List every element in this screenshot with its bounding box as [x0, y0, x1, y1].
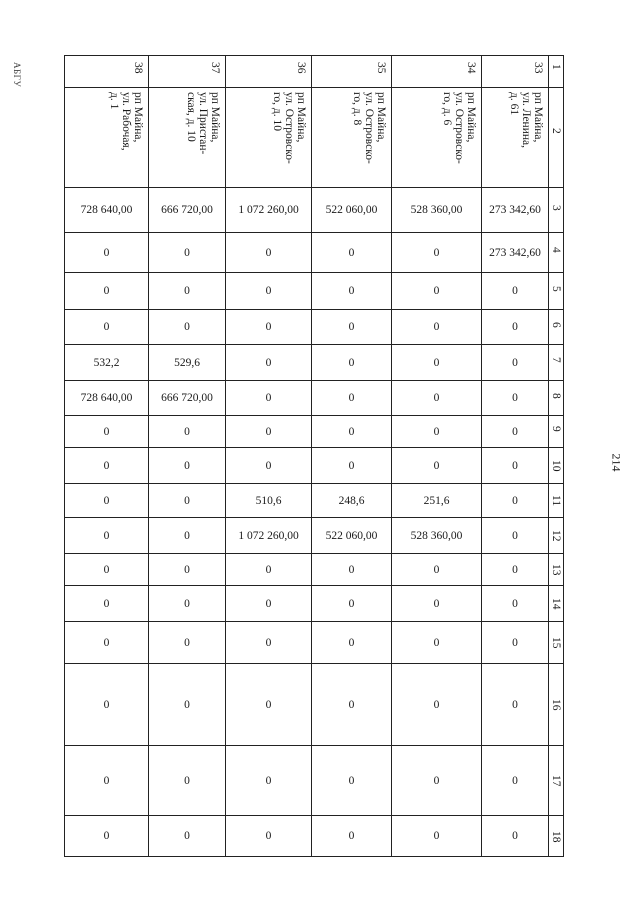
- value-cell: 0: [149, 484, 226, 518]
- value-cell: 0: [226, 554, 312, 586]
- address-line: го, д. 8: [351, 92, 363, 126]
- value-cell: 0: [392, 554, 482, 586]
- row-number-cell: [549, 746, 564, 816]
- value-cell: 0: [312, 310, 392, 345]
- value-cell: 0: [226, 416, 312, 448]
- value-cell: 273 342,60: [482, 188, 549, 233]
- table-row: [65, 816, 564, 857]
- address-line: рп Майна,: [295, 92, 307, 143]
- value-cell: 0: [65, 448, 149, 484]
- table-row: [65, 88, 564, 188]
- value-cell: 0: [65, 273, 149, 310]
- value-cell: 0: [149, 518, 226, 554]
- value-cell: 0: [312, 448, 392, 484]
- value-cell: 0: [392, 448, 482, 484]
- row-number-cell: [549, 381, 564, 416]
- value-cell: 0: [392, 345, 482, 381]
- value-cell: 0: [312, 586, 392, 622]
- table-row: [65, 381, 564, 416]
- table-row: [65, 416, 564, 448]
- value-cell: 0: [312, 554, 392, 586]
- row-number-cell: [549, 484, 564, 518]
- table-row: [65, 746, 564, 816]
- address-cell: [226, 88, 312, 188]
- value-cell: 0: [482, 554, 549, 586]
- row-number: 6: [550, 322, 562, 328]
- value-cell: 0: [226, 233, 312, 273]
- address-line: ул. Островско-: [283, 92, 295, 164]
- row-number: 5: [550, 286, 562, 292]
- address-cell: [312, 88, 392, 188]
- column-number-cell: [65, 56, 149, 88]
- value-cell: 0: [392, 664, 482, 746]
- address-line: ул. Пристан-: [197, 92, 209, 155]
- value-cell: 0: [312, 345, 392, 381]
- address-line: д. 61: [508, 92, 520, 116]
- value-cell: 248,6: [312, 484, 392, 518]
- row-number-cell: [549, 664, 564, 746]
- value-cell: 0: [149, 554, 226, 586]
- row-number-cell: [549, 586, 564, 622]
- table-row: [65, 448, 564, 484]
- value-cell: 666 720,00: [149, 381, 226, 416]
- value-cell: 0: [312, 622, 392, 664]
- column-number-cell: [392, 56, 482, 88]
- row-number: 9: [550, 426, 562, 432]
- column-number-cell: [226, 56, 312, 88]
- value-cell: 0: [149, 233, 226, 273]
- row-number-cell: [549, 448, 564, 484]
- address-line: ул. Островско-: [453, 92, 465, 164]
- value-cell: 273 342,60: [482, 233, 549, 273]
- row-number-cell: [549, 273, 564, 310]
- row-number-cell: [549, 345, 564, 381]
- value-cell: 0: [482, 416, 549, 448]
- address-line: ул. Ленина,: [520, 92, 532, 149]
- value-cell: 0: [312, 416, 392, 448]
- column-number: 36: [295, 62, 307, 74]
- value-cell: 0: [65, 484, 149, 518]
- row-number-cell: [549, 188, 564, 233]
- value-cell: 0: [482, 664, 549, 746]
- value-cell: 0: [65, 746, 149, 816]
- value-cell: 0: [65, 622, 149, 664]
- value-cell: 0: [312, 664, 392, 746]
- table-row: [65, 664, 564, 746]
- value-cell: 0: [312, 233, 392, 273]
- value-cell: 1 072 260,00: [226, 518, 312, 554]
- value-cell: 0: [65, 518, 149, 554]
- value-cell: 0: [482, 622, 549, 664]
- value-cell: 666 720,00: [149, 188, 226, 233]
- value-cell: 728 640,00: [65, 188, 149, 233]
- value-cell: 0: [392, 381, 482, 416]
- value-cell: 0: [226, 448, 312, 484]
- table-row: [65, 345, 564, 381]
- address-line: ул. Рабочая,: [120, 92, 132, 151]
- value-cell: 0: [312, 381, 392, 416]
- address-line: рп Майна,: [465, 92, 477, 143]
- table-row: [65, 586, 564, 622]
- row-number-cell: [549, 310, 564, 345]
- page-number: 214: [609, 453, 624, 472]
- value-cell: 522 060,00: [312, 518, 392, 554]
- row-number-cell: [549, 233, 564, 273]
- value-cell: 0: [149, 622, 226, 664]
- row-number: 13: [550, 564, 562, 576]
- value-cell: 0: [392, 586, 482, 622]
- value-cell: 0: [226, 586, 312, 622]
- address-line: ул. Островско-: [363, 92, 375, 164]
- value-cell: 0: [392, 310, 482, 345]
- value-cell: 0: [149, 416, 226, 448]
- value-cell: 532,2: [65, 345, 149, 381]
- value-cell: 0: [226, 273, 312, 310]
- row-number-cell: [549, 816, 564, 857]
- value-cell: 0: [482, 448, 549, 484]
- value-cell: 528 360,00: [392, 518, 482, 554]
- value-cell: 522 060,00: [312, 188, 392, 233]
- address-line: рп Майна,: [132, 92, 144, 143]
- value-cell: 0: [226, 746, 312, 816]
- address-line: рп Майна,: [532, 92, 544, 143]
- value-cell: 0: [149, 746, 226, 816]
- address-line: го, д. 6: [441, 92, 453, 126]
- address-cell: [482, 88, 549, 188]
- value-cell: 0: [482, 484, 549, 518]
- table-row: [65, 484, 564, 518]
- row-number: 11: [550, 495, 562, 507]
- address-line: рп Майна,: [209, 92, 221, 143]
- row-number: 10: [550, 460, 562, 472]
- column-number: 37: [209, 62, 221, 74]
- row-number-cell: [549, 622, 564, 664]
- value-cell: 0: [149, 664, 226, 746]
- row-number-cell: [549, 518, 564, 554]
- column-number-cell: [482, 56, 549, 88]
- row-number: 1: [550, 64, 562, 70]
- address-line: ская, д. 10: [185, 92, 197, 142]
- row-number: 12: [550, 530, 562, 542]
- value-cell: 0: [226, 345, 312, 381]
- value-cell: 0: [226, 816, 312, 857]
- column-number: 33: [532, 62, 544, 74]
- address-cell: [149, 88, 226, 188]
- value-cell: 0: [65, 586, 149, 622]
- corner-mark: АБГУ: [12, 62, 22, 88]
- value-cell: 0: [482, 381, 549, 416]
- column-number: 34: [465, 62, 477, 74]
- address-line: рп Майна,: [375, 92, 387, 143]
- row-number-cell: [549, 416, 564, 448]
- table-row: [65, 273, 564, 310]
- column-number-cell: [312, 56, 392, 88]
- column-number-cell: [149, 56, 226, 88]
- address-line: го, д. 10: [271, 92, 283, 132]
- value-cell: 251,6: [392, 484, 482, 518]
- value-cell: 0: [149, 310, 226, 345]
- table-row: [65, 310, 564, 345]
- value-cell: 0: [149, 273, 226, 310]
- row-number-cell: [549, 554, 564, 586]
- value-cell: 0: [482, 746, 549, 816]
- column-number: 35: [375, 62, 387, 74]
- value-cell: 0: [65, 816, 149, 857]
- value-cell: 0: [392, 746, 482, 816]
- table-row: [65, 233, 564, 273]
- value-cell: 0: [482, 586, 549, 622]
- value-cell: 0: [312, 816, 392, 857]
- value-cell: 0: [226, 622, 312, 664]
- row-number-cell: [549, 88, 564, 188]
- value-cell: 0: [226, 664, 312, 746]
- address-cell: [65, 88, 149, 188]
- value-cell: 0: [392, 273, 482, 310]
- table-row: [65, 518, 564, 554]
- value-cell: 0: [482, 518, 549, 554]
- value-cell: 0: [392, 816, 482, 857]
- value-cell: 528 360,00: [392, 188, 482, 233]
- value-cell: 0: [482, 273, 549, 310]
- row-number: 3: [550, 205, 562, 211]
- value-cell: 0: [149, 816, 226, 857]
- row-number: 16: [550, 699, 562, 711]
- row-number: 7: [550, 357, 562, 363]
- value-cell: 0: [482, 310, 549, 345]
- value-cell: 0: [392, 416, 482, 448]
- row-number: 17: [550, 775, 562, 787]
- data-table: [64, 55, 564, 857]
- value-cell: 1 072 260,00: [226, 188, 312, 233]
- value-cell: 0: [312, 746, 392, 816]
- table-row: [65, 622, 564, 664]
- row-number: 4: [550, 247, 562, 253]
- row-number: 15: [550, 637, 562, 649]
- row-number-cell: [549, 56, 564, 88]
- row-number: 18: [550, 831, 562, 843]
- value-cell: 0: [65, 416, 149, 448]
- value-cell: 0: [226, 381, 312, 416]
- row-number: 14: [550, 598, 562, 610]
- value-cell: 0: [65, 233, 149, 273]
- value-cell: 0: [149, 586, 226, 622]
- value-cell: 529,6: [149, 345, 226, 381]
- value-cell: 0: [65, 310, 149, 345]
- value-cell: 510,6: [226, 484, 312, 518]
- value-cell: 728 640,00: [65, 381, 149, 416]
- value-cell: 0: [392, 622, 482, 664]
- address-line: д. 1: [108, 92, 120, 110]
- table-row: [65, 188, 564, 233]
- value-cell: 0: [482, 816, 549, 857]
- value-cell: 0: [482, 345, 549, 381]
- table-row: [65, 56, 564, 88]
- address-cell: [392, 88, 482, 188]
- row-number: 2: [550, 128, 562, 134]
- value-cell: 0: [226, 310, 312, 345]
- value-cell: 0: [312, 273, 392, 310]
- value-cell: 0: [65, 554, 149, 586]
- row-number: 8: [550, 393, 562, 399]
- table-row: [65, 554, 564, 586]
- value-cell: 0: [65, 664, 149, 746]
- value-cell: 0: [392, 233, 482, 273]
- value-cell: 0: [149, 448, 226, 484]
- column-number: 38: [132, 62, 144, 74]
